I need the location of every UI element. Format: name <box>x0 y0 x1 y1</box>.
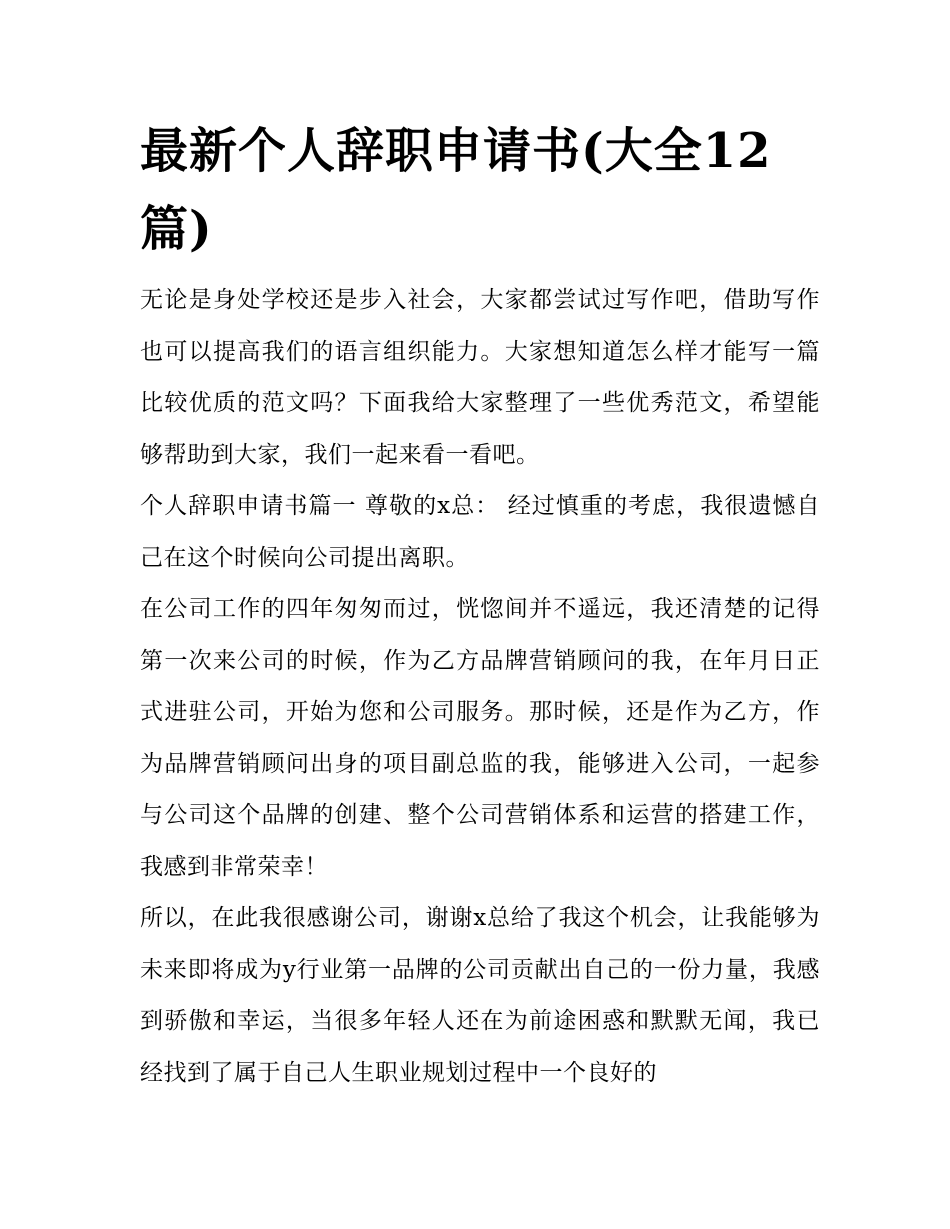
paragraph-gratitude: 所以，在此我很感谢公司，谢谢x总给了我这个机会，让我能够为未来即将成为y行业第一品牌的公司贡献出自己的一份力量，我感到骄傲和幸运，当很多年轻人还在为前途困惑和默默无闻，我已经找到了属于自己人生职业规划过程中一个良好的 <box>140 905 820 1086</box>
document-title: 最新个人辞职申请书(大全12篇) <box>140 123 772 257</box>
document-body <box>140 275 820 1099</box>
paragraph-letter-opening: 个人辞职申请书篇一 尊敬的x总： 经过慎重的考虑，我很遗憾自己在这个时候向公司提出离职。 <box>140 493 820 571</box>
paragraph-work-history: 在公司工作的四年匆匆而过，恍惚间并不遥远，我还清楚的记得第一次来公司的时候，作为乙方品牌营销顾问的我，在年月日正式进驻公司，开始为您和公司服务。那时候，还是作为乙方，作为品牌营销顾问出身的项目副总监的我，能够进入公司，一起参与公司这个品牌的创建、整个公司营销体系和运营的搭建工作，我感到非常荣幸！ <box>140 596 820 880</box>
paragraph-intro: 无论是身处学校还是步入社会，大家都尝试过写作吧，借助写作也可以提高我们的语言组织能力。大家想知道怎么样才能写一篇比较优质的范文吗？下面我给大家整理了一些优秀范文，希望能够帮助到大家，我们一起来看一看吧。 <box>140 287 820 468</box>
